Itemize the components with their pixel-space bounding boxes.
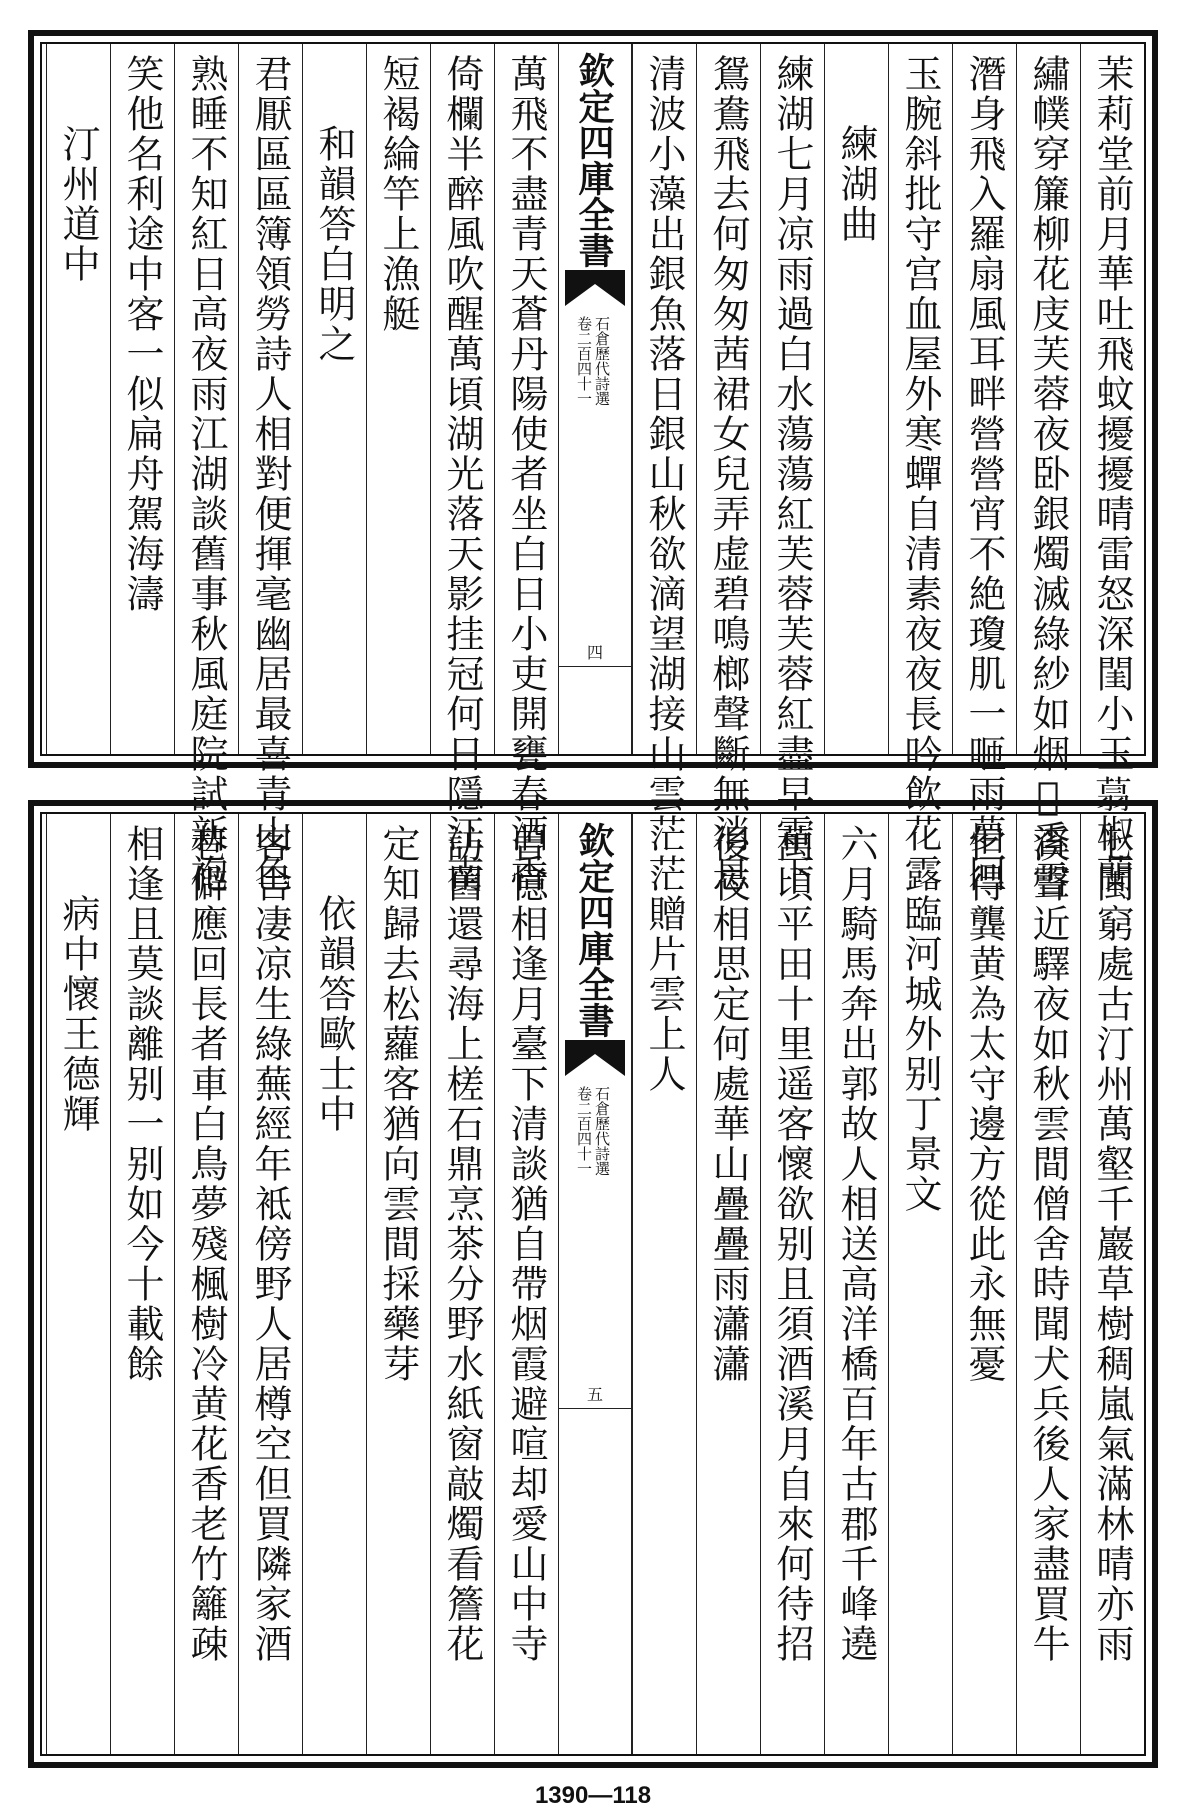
column-text: 練湖七月凉雨過白水蕩蕩紅芙蓉芙蓉紅盡早霜下 <box>770 54 814 894</box>
text-column <box>696 44 760 894</box>
center-gutter <box>558 44 632 754</box>
text-column <box>824 814 888 1754</box>
text-column <box>430 814 494 1754</box>
column-text: 練湖曲 <box>834 124 878 244</box>
gutter-volume: 卷二百四十一 <box>575 316 593 406</box>
column-text: 但得龔黄為太守邊方從此永無憂 <box>962 824 1006 1384</box>
text-column <box>238 44 302 894</box>
text-column <box>952 814 1016 1754</box>
column-text: 倚欄半醉風吹醒萬頃湖光落天影挂冠何日隱江南 <box>440 54 484 894</box>
text-column <box>888 814 952 1754</box>
text-column <box>1016 44 1080 900</box>
gutter-page-number: 五 <box>586 1385 603 1404</box>
column-text: 贈片雲上人 <box>642 894 686 1094</box>
gutter-book-title: 石倉歷代詩選 <box>593 1086 611 1176</box>
column-text: 萬飛不盡青天蒼丹陽使者坐白日小吏開甕春酒香 <box>504 54 548 894</box>
text-column <box>494 814 558 1754</box>
column-text: 玉腕斜批守宫血屋外寒蟬自清素夜夜長吟飲花露 <box>898 54 942 894</box>
center-gutter <box>558 814 632 1754</box>
text-column <box>824 44 888 754</box>
column-text: 汀州道中 <box>56 124 100 284</box>
column-text: 溪聲近驛夜如秋雲間僧舍時聞犬兵後人家盡買牛 <box>1026 824 1070 1664</box>
text-column <box>46 44 110 754</box>
text-column <box>302 44 366 754</box>
column-text: 萬頃平田十里遥客懷欲别且須酒溪月自來何待招 <box>770 824 814 1664</box>
column-text: 君厭區區簿領勞詩人相對便揮毫幽居最喜青山色 <box>248 54 292 894</box>
column-text: 相逢且莫談離别一别如今十載餘 <box>120 824 164 1384</box>
column-text: 繡幞穿簾柳花庋芙蓉夜卧銀燭滅綠紗如烟𦤺香雪 <box>1026 54 1070 900</box>
text-column <box>632 814 696 1754</box>
text-column <box>238 814 302 1754</box>
text-column <box>696 814 760 1754</box>
fish-tail-mark <box>565 1040 625 1076</box>
column-text: 和韻答白明之 <box>312 124 356 364</box>
column-text: 六月騎馬奔出郭故人相送高洋橋百年古郡千峰遶 <box>834 824 878 1664</box>
text-column <box>110 814 174 1754</box>
text-column <box>174 814 238 1754</box>
column-text: 巷僻應回長者車白鳥夢殘楓樹冷黄花香老竹籬疎 <box>184 824 228 1664</box>
text-column <box>760 44 824 894</box>
text-column <box>952 44 1016 894</box>
text-column <box>1080 44 1144 894</box>
column-text: 鴛鴦飛去何匆匆茜裙女兒弄虚碧鳴榔聲斷無消息 <box>706 54 750 894</box>
column-text: 短褐綸竿上漁艇 <box>376 54 420 334</box>
column-text: 潛身飛入羅扇風耳畔營營宵不絶瓊肌一咂雨夢回 <box>962 54 1006 894</box>
gutter-page-number: 四 <box>586 643 603 662</box>
column-text: 定知歸去松蘿客猶向雲間採藥芽 <box>376 824 420 1384</box>
text-column <box>632 44 696 894</box>
text-column <box>366 44 430 754</box>
column-text: 臨河城外别丁景文 <box>898 894 942 1214</box>
text-column <box>366 814 430 1754</box>
text-column <box>174 44 238 894</box>
column-text: 依韻答歐士中 <box>312 894 356 1134</box>
page-top <box>28 30 1158 900</box>
text-column <box>1016 814 1080 1754</box>
text-column <box>1080 814 1144 1754</box>
text-column <box>494 44 558 894</box>
column-text: 訪舊還尋海上槎石鼎烹茶分野水紙窗敲燭看簷花 <box>440 824 484 1664</box>
footer-page-number: 1390—118 <box>534 1782 652 1809</box>
fish-tail-mark <box>565 270 625 306</box>
column-text: 客舍凄凉生綠蕪經年袛傍野人居樽空但買隣家酒 <box>248 824 292 1664</box>
column-text: 清波小藻出銀魚落日銀山秋欲滴望湖接山雲茫茫 <box>642 54 686 894</box>
column-text: 笑他名利途中客一似扁舟駕海濤 <box>120 54 164 614</box>
column-text: 病中懷王德輝 <box>56 894 100 1134</box>
text-column <box>760 814 824 1754</box>
text-column <box>888 44 952 894</box>
text-column <box>110 44 174 754</box>
column-text: 曽憶相逢月臺下清談猶自帶烟霞避喧却愛山中寺 <box>504 824 548 1664</box>
column-text: 熟睡不知紅日高夜雨江湖談舊事秋風庭院試新袍 <box>184 54 228 894</box>
gutter-book-title: 石倉歷代詩選 <box>593 316 611 406</box>
column-text: 茉莉堂前月華吐飛蚊擾擾晴雷怒深閨小玉𦶑椒蘭 <box>1090 54 1134 894</box>
gutter-title: 欽定四庫全書 <box>573 822 615 1038</box>
gutter-volume: 卷二百四十一 <box>575 1086 593 1176</box>
text-column <box>302 814 366 1754</box>
column-text: 後夜相思定何處華山疊疊雨瀟瀟 <box>706 824 750 1384</box>
gutter-rule <box>559 666 631 667</box>
column-text: 七閩窮處古汀州萬壑千巖草樹稠嵐氣滿林晴亦雨 <box>1090 824 1134 1664</box>
gutter-title: 欽定四庫全書 <box>573 52 615 268</box>
gutter-rule <box>559 1408 631 1409</box>
page-bottom <box>28 800 1158 1768</box>
text-column <box>46 814 110 1754</box>
text-column <box>430 44 494 894</box>
